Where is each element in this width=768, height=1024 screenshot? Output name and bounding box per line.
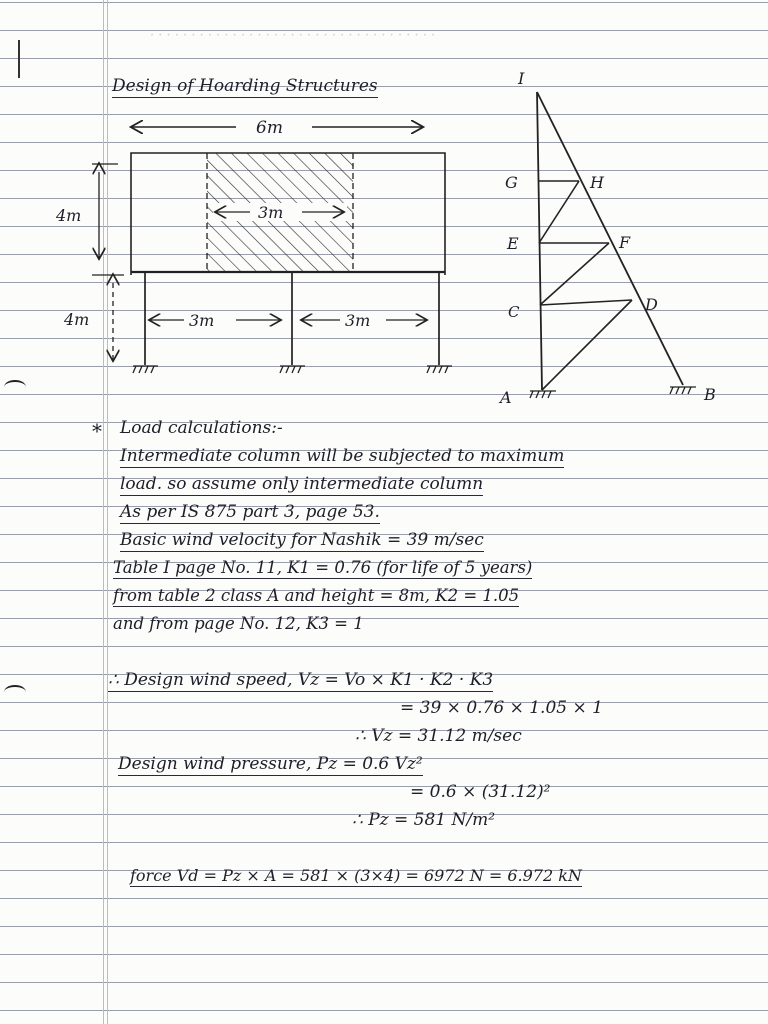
truss-inclined-member — [537, 92, 683, 385]
node-label-a: A — [500, 388, 512, 407]
truss-support-b — [670, 387, 696, 394]
load-line: from table 2 class A and height = 8m, K2 = 1.05 — [113, 586, 520, 605]
load-line: Basic wind velocity for Nashik = 39 m/sec — [120, 530, 484, 550]
show-through-text: · · · · · · · · · · · · · · · · · · · · · · · · · · · · · · · · · · · — [150, 28, 436, 43]
design-speed-calc: = 39 × 0.76 × 1.05 × 1 — [400, 698, 603, 718]
node-label-i: I — [518, 69, 525, 88]
truss-web-members — [538, 181, 632, 390]
design-speed-result: ∴ Vz = 31.12 m/sec — [355, 726, 522, 746]
node-label-c: C — [508, 303, 520, 321]
overall-width-label: 6m — [256, 118, 283, 138]
node-label-d: D — [645, 295, 658, 314]
design-pressure-result: ∴ Pz = 581 N/m² — [352, 810, 496, 830]
node-label-h: H — [590, 173, 604, 192]
right-span-label: 3m — [345, 311, 371, 330]
design-pressure-calc: = 0.6 × (31.12)² — [410, 782, 551, 802]
node-label-e: E — [507, 234, 519, 253]
page-title: Design of Hoarding Structures — [112, 76, 378, 96]
truss-support-a — [530, 391, 556, 398]
top-height-label: 4m — [56, 206, 82, 225]
design-pressure-label: Design wind pressure, Pz = 0.6 Vz² — [118, 754, 423, 774]
bullet-star: * — [92, 419, 102, 443]
design-speed-label: ∴ Design wind speed, Vz = Vo × K1 · K2 · K3 — [108, 670, 494, 690]
load-line: and from page No. 12, K3 = 1 — [113, 614, 364, 633]
force-line: force Vd = Pz × A = 581 × (3×4) = 6972 N = 6.972 kN — [130, 866, 582, 885]
node-label-b: B — [704, 385, 716, 404]
load-line: Intermediate column will be subjected to maximum — [120, 446, 565, 466]
load-line: Table I page No. 11, K1 = 0.76 (for life of 5 years) — [113, 558, 533, 577]
load-heading: Load calculations:- — [120, 418, 283, 438]
left-span-label: 3m — [189, 311, 215, 330]
load-line: As per IS 875 part 3, page 53. — [120, 502, 380, 522]
node-label-g: G — [505, 173, 518, 192]
node-label-f: F — [619, 233, 631, 252]
bottom-height-label: 4m — [64, 310, 90, 329]
load-line: load. so assume only intermediate column — [120, 474, 484, 494]
panel-width-label: 3m — [258, 203, 284, 222]
